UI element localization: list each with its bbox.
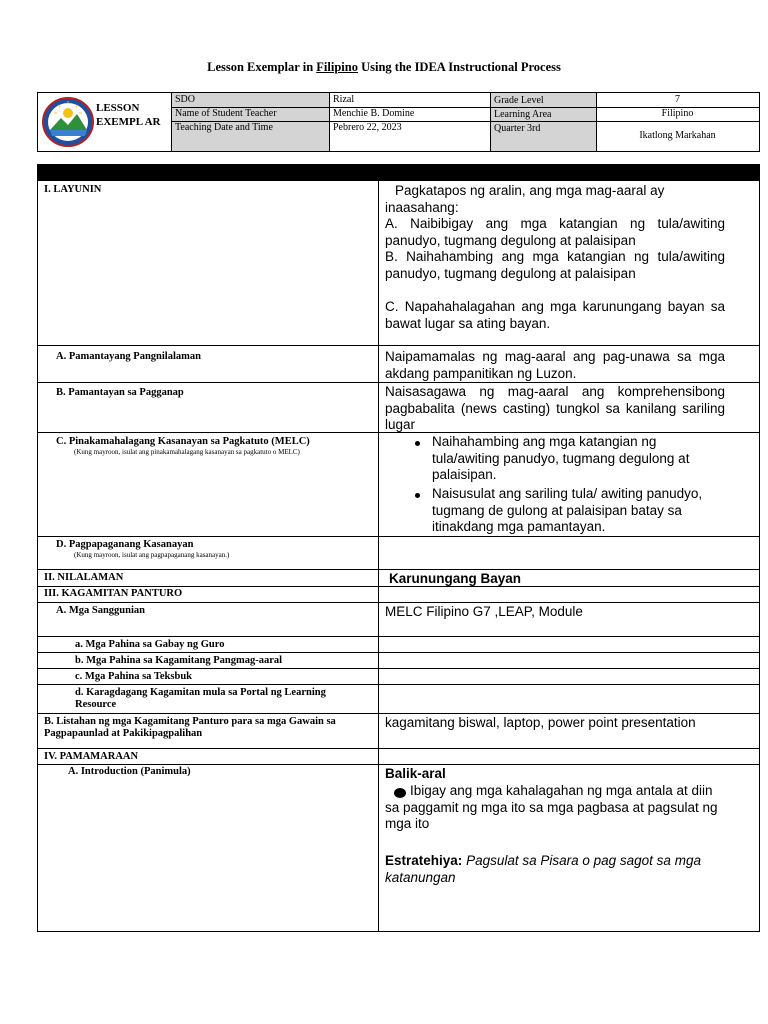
pamantayang-value: Naipamamalas ng mag-aaral ang pag-unawa sa mga akdang pampanitikan ng Luzon.: [385, 349, 725, 381]
logo-cell: [38, 93, 171, 151]
pamantayang-label: A. Pamantayang Pangnilalaman: [56, 351, 201, 362]
table-row: [38, 668, 759, 669]
header-quarter-value: Ikatlong Markahan: [639, 130, 716, 141]
pangmag-label: b. Mga Pahina sa Kagamitang Pangmag-aaral: [75, 655, 283, 666]
melc-label: [56, 436, 310, 457]
header-area-label: Learning Area: [494, 109, 552, 120]
layunin-intro: Pagkatapos ng aralin, ang mga mag-aaral ay inaasahang:: [385, 183, 665, 215]
table-row: [38, 382, 759, 383]
strategy-label: Estratehiya:: [385, 853, 463, 868]
table-row: [38, 764, 759, 765]
header-date-value: Pebrero 22, 2023: [333, 122, 402, 133]
table-row: [38, 713, 759, 714]
header-teacher-label: Name of Student Teacher: [175, 108, 277, 119]
header-date-label: Teaching Date and Time: [175, 122, 273, 133]
gabay-label: a. Mga Pahina sa Gabay ng Guro: [75, 639, 225, 650]
layunin-item-b: B. Naihahambing ang mga katangian ng tula/awiting panudyo, tugmang degulong at palaisipan: [385, 249, 725, 281]
title-prefix: Lesson Exemplar in: [207, 60, 314, 74]
nilalaman-value: Karunungang Bayan: [389, 571, 522, 586]
balik-aral-text: Ibigay ang mga kahalagahan ng mga antala at diin sa paggamit ng mga ito sa mga pagbasa at pagsulat ng mga ito: [385, 783, 718, 831]
pamamaraan-label: IV. PAMAMARAAN: [44, 751, 139, 762]
pagpapaganang-note: (Kung mayroon, isulat ang pagpapaganang kasanayan.): [74, 551, 230, 559]
pagganap-label: B. Pamantayan sa Pagganap: [56, 387, 184, 398]
pagpapaganang-label-text: D. Pagpapaganang Kasanayan: [56, 539, 194, 550]
introduction-label: A. Introduction (Panimula): [68, 766, 191, 777]
table-row: [38, 586, 759, 587]
header-area-value: Filipino: [661, 108, 694, 119]
sanggunian-label: A. Mga Sanggunian: [56, 605, 145, 616]
karagdagang-label: d. Karagdagang Kagamitan mula sa Portal ng Learning Resource: [75, 687, 326, 710]
header-grade-value: 7: [675, 94, 680, 105]
table-header-bar: [38, 165, 759, 181]
header-table: [37, 92, 760, 152]
kagamitan-label: III. KAGAMITAN PANTURO: [44, 588, 183, 599]
melc-label-text: C. Pinakamahalagang Kasanayan sa Pagkatuto (MELC): [56, 436, 310, 447]
header-sdo-value: Rizal: [333, 94, 355, 105]
header-teacher-value: Menchie B. Domine: [333, 108, 415, 119]
layunin-item-c: C. Napahahalagahan ang mga karunungang bayan sa bawat lugar sa ating bayan.: [385, 299, 725, 331]
bullet-icon: [415, 493, 420, 498]
layunin-item-a: A. Naibibigay ang mga katangian ng tula/awiting panudyo, tugmang degulong at palaisipan: [385, 216, 725, 248]
table-row: [38, 602, 759, 603]
header-sdo-label: SDO: [175, 94, 196, 105]
balik-aral-heading: Balik-aral: [385, 766, 446, 781]
table-row: [38, 536, 759, 537]
bullet-icon: [415, 441, 420, 446]
title-subject: Filipino: [316, 60, 358, 74]
melc-note: (Kung mayroon, isulat ang pinakamahalagang kasanayan sa pagkatuto o MELC): [74, 448, 300, 456]
sanggunian-value: MELC Filipino G7 ,LEAP, Module: [385, 604, 583, 619]
deped-logo-icon: [41, 96, 95, 148]
table-row: [38, 345, 759, 346]
table-row: [38, 652, 759, 653]
header-quarter-label: Quarter 3rd: [494, 123, 541, 134]
table-row: [38, 636, 759, 637]
title-suffix: Using the IDEA Instructional Process: [361, 60, 561, 74]
table-row: [38, 432, 759, 433]
listahan-label: B. Listahan ng mga Kagamitang Panturo para sa mga Gawain sa Pagpapaunlad at Pakikipagpalihan: [44, 716, 336, 739]
table-row: [38, 684, 759, 685]
column-divider: [378, 181, 379, 931]
lesson-plan-table: [37, 164, 760, 932]
pagganap-value: Naisasagawa ng mag-aaral ang komprehensibong pagbabalita (news casting) tungkol sa kanilang sariling lugar: [385, 384, 725, 432]
melc-bullet-1: Naihahambing ang mga katangian ng tula/awiting panudyo, tugmang degulong at palaisipan.: [432, 434, 690, 482]
nilalaman-label: II. NILALAMAN: [44, 572, 124, 583]
table-row: [38, 569, 759, 570]
lesson-exemplar-label: LESSON EXEMPL AR: [96, 102, 161, 128]
pagpapaganang-label: [56, 539, 229, 560]
table-row: [38, 748, 759, 749]
listahan-value: kagamitang biswal, laptop, power point presentation: [385, 715, 696, 730]
document-title: [0, 60, 768, 75]
teksbuk-label: c. Mga Pahina sa Teksbuk: [75, 671, 192, 682]
melc-bullet-2: Naisusulat ang sariling tula/ awiting panudyo, tugmang de gulong at palaisipan batay sa itinakdang mga pamantayan.: [432, 486, 703, 534]
strategy-text: Pagsulat sa Pisara o pag sagot sa mga katanungan: [385, 853, 701, 885]
strategy-block: [385, 853, 735, 886]
header-grade-label: Grade Level: [494, 95, 544, 106]
layunin-label: I. LAYUNIN: [44, 184, 102, 195]
